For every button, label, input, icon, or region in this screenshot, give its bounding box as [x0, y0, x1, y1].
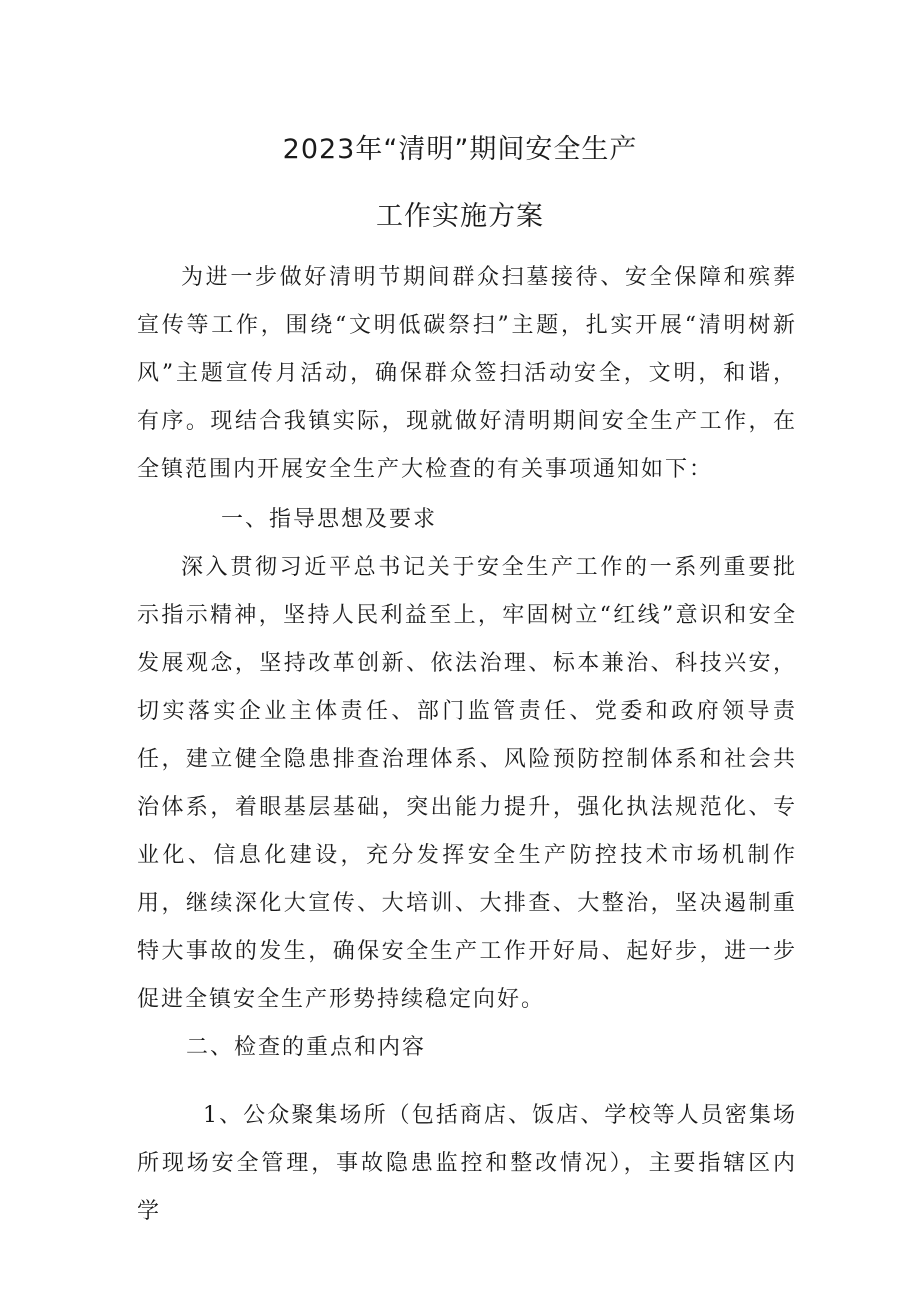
section1-paragraph: 深入贯彻习近平总书记关于安全生产工作的一系列重要批示指示精神，坚持人民利益至上，牢固树立“红线”意识和安全发展观念，坚持改革创新、依法治理、标本兼治、科技兴安，切实落实企业主体责任、部门监管责任、党委和政府领导责任，建立健全隐患排查治理体系、风险预防控制体系和社会共治体系，着眼基层基础，突出能力提升，强化执法规范化、专业化、信息化建设，充分发挥安全生产防控技术市场机制作用，继续深化大宣传、大培训、大排查、大整治，坚决遏制重特大事故的发生，确保安全生产工作开好局、起好步，进一步促进全镇安全生产形势持续稳定向好。 [137, 555, 797, 1012]
section2-heading: 二、检查的重点和内容 [186, 1035, 427, 1060]
intro-paragraph: 为进一步做好清明节期间群众扫墓接待、安全保障和殡葬宣传等工作，围绕“文明低碳祭扫”主题，扎实开展“清明树新风”主题宣传月活动，确保群众签扫活动安全，文明，和谐，有序。现结合我镇实际，现就做好清明期间安全生产工作，在全镇范围内开展安全生产大检查的有关事项通知如下： [137, 265, 797, 482]
section2-item1-paragraph: 1、公众聚集场所（包括商店、饭店、学校等人员密集场所现场安全管理，事故隐患监控和整改情况），主要指辖区内学 [137, 1103, 797, 1224]
section1-heading: 一、指导思想及要求 [221, 507, 438, 532]
document-title-line2: 工作实施方案 [376, 201, 544, 232]
document-title-line1: 2023年“清明”期间安全生产 [282, 134, 638, 165]
